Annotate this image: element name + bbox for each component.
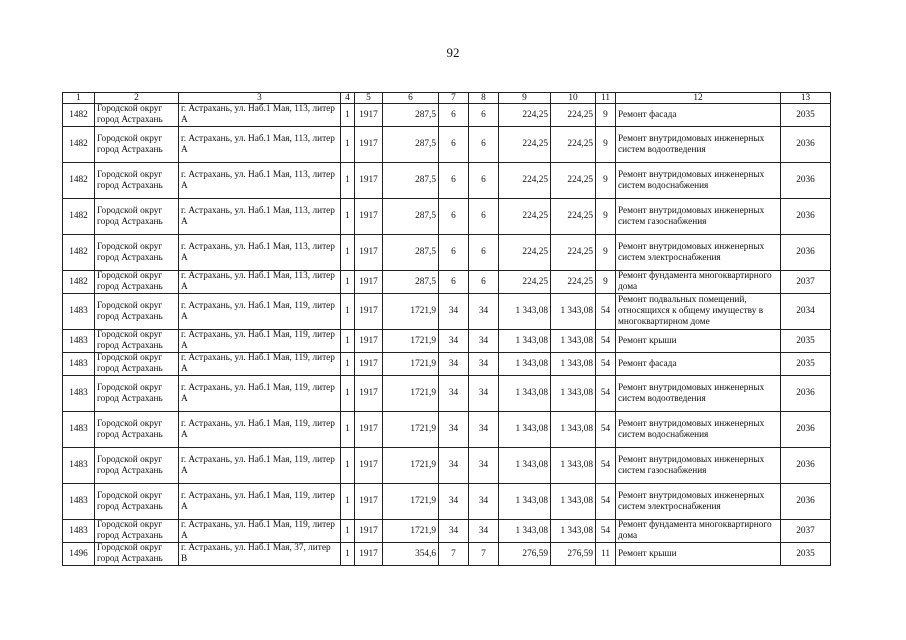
table-row [63, 199, 831, 235]
cell-planned-year: 2036 [781, 163, 831, 199]
cell-apartments-residential: 34 [469, 353, 499, 376]
cell-municipality: Городской округ город Астрахань [95, 412, 179, 448]
cell-municipality: Городской округ город Астрахань [95, 376, 179, 412]
cell-work-type: Ремонт внутридомовых инженерных систем электроснабжения [616, 484, 781, 520]
cell-living-area: 1 343,08 [499, 330, 551, 353]
table-row [63, 353, 831, 376]
table-row [63, 271, 831, 294]
table-row [63, 330, 831, 353]
cell-municipality: Городской округ город Астрахань [95, 543, 179, 566]
cell-living-area: 1 343,08 [499, 520, 551, 543]
cell-apartments-total: 34 [439, 353, 469, 376]
cell-object-number: 1496 [63, 543, 95, 566]
cell-address: г. Астрахань, ул. Наб.1 Мая, 113, литер А [179, 199, 341, 235]
cell-living-area: 1 343,08 [499, 294, 551, 330]
cell-residents-count: 54 [596, 294, 616, 330]
cell-total-area: 287,5 [383, 127, 439, 163]
cell-work-type: Ремонт внутридомовых инженерных систем электроснабжения [616, 235, 781, 271]
cell-building-count: 1 [341, 235, 355, 271]
cell-owned-area: 1 343,08 [551, 412, 596, 448]
cell-municipality: Городской округ город Астрахань [95, 235, 179, 271]
cell-address: г. Астрахань, ул. Наб.1 Мая, 119, литер А [179, 376, 341, 412]
column-header: 9 [499, 93, 551, 104]
cell-total-area: 1721,9 [383, 376, 439, 412]
cell-work-type: Ремонт фундамента многоквартирного дома [616, 271, 781, 294]
cell-municipality: Городской округ город Астрахань [95, 448, 179, 484]
cell-planned-year: 2035 [781, 330, 831, 353]
cell-owned-area: 276,59 [551, 543, 596, 566]
cell-object-number: 1482 [63, 127, 95, 163]
cell-work-type: Ремонт внутридомовых инженерных систем газоснабжения [616, 199, 781, 235]
cell-residents-count: 54 [596, 376, 616, 412]
table-row [63, 127, 831, 163]
cell-apartments-residential: 6 [469, 271, 499, 294]
cell-building-count: 1 [341, 330, 355, 353]
cell-address: г. Астрахань, ул. Наб.1 Мая, 119, литер А [179, 353, 341, 376]
cell-address: г. Астрахань, ул. Наб.1 Мая, 113, литер А [179, 163, 341, 199]
cell-work-type: Ремонт внутридомовых инженерных систем газоснабжения [616, 448, 781, 484]
cell-apartments-total: 34 [439, 448, 469, 484]
cell-planned-year: 2036 [781, 235, 831, 271]
cell-apartments-total: 6 [439, 235, 469, 271]
cell-owned-area: 224,25 [551, 199, 596, 235]
cell-build-year: 1917 [355, 271, 383, 294]
cell-total-area: 354,6 [383, 543, 439, 566]
cell-object-number: 1483 [63, 412, 95, 448]
cell-living-area: 1 343,08 [499, 376, 551, 412]
cell-living-area: 224,25 [499, 271, 551, 294]
cell-apartments-residential: 6 [469, 235, 499, 271]
cell-building-count: 1 [341, 271, 355, 294]
cell-municipality: Городской округ город Астрахань [95, 330, 179, 353]
cell-residents-count: 54 [596, 353, 616, 376]
cell-living-area: 1 343,08 [499, 353, 551, 376]
cell-work-type: Ремонт внутридомовых инженерных систем водоснабжения [616, 163, 781, 199]
cell-total-area: 1721,9 [383, 353, 439, 376]
table-row [63, 163, 831, 199]
cell-address: г. Астрахань, ул. Наб.1 Мая, 113, литер А [179, 235, 341, 271]
table-row [63, 376, 831, 412]
cell-residents-count: 11 [596, 543, 616, 566]
cell-work-type: Ремонт крыши [616, 330, 781, 353]
cell-total-area: 287,5 [383, 271, 439, 294]
column-header: 1 [63, 93, 95, 104]
cell-planned-year: 2036 [781, 199, 831, 235]
cell-owned-area: 224,25 [551, 163, 596, 199]
cell-apartments-residential: 34 [469, 330, 499, 353]
cell-address: г. Астрахань, ул. Наб.1 Мая, 119, литер А [179, 448, 341, 484]
cell-building-count: 1 [341, 520, 355, 543]
cell-residents-count: 54 [596, 448, 616, 484]
cell-object-number: 1482 [63, 104, 95, 127]
cell-living-area: 224,25 [499, 127, 551, 163]
cell-build-year: 1917 [355, 353, 383, 376]
cell-build-year: 1917 [355, 104, 383, 127]
cell-object-number: 1482 [63, 199, 95, 235]
cell-living-area: 1 343,08 [499, 484, 551, 520]
cell-build-year: 1917 [355, 235, 383, 271]
cell-object-number: 1483 [63, 353, 95, 376]
cell-building-count: 1 [341, 199, 355, 235]
cell-address: г. Астрахань, ул. Наб.1 Мая, 113, литер А [179, 127, 341, 163]
cell-apartments-residential: 7 [469, 543, 499, 566]
cell-total-area: 287,5 [383, 235, 439, 271]
column-header: 2 [95, 93, 179, 104]
cell-planned-year: 2035 [781, 543, 831, 566]
cell-build-year: 1917 [355, 163, 383, 199]
cell-apartments-total: 34 [439, 294, 469, 330]
cell-apartments-residential: 6 [469, 127, 499, 163]
cell-municipality: Городской округ город Астрахань [95, 520, 179, 543]
cell-residents-count: 54 [596, 330, 616, 353]
table-row [63, 104, 831, 127]
cell-owned-area: 224,25 [551, 127, 596, 163]
table-row [63, 448, 831, 484]
cell-planned-year: 2037 [781, 520, 831, 543]
cell-build-year: 1917 [355, 412, 383, 448]
cell-object-number: 1482 [63, 235, 95, 271]
cell-address: г. Астрахань, ул. Наб.1 Мая, 119, литер А [179, 520, 341, 543]
cell-residents-count: 9 [596, 104, 616, 127]
cell-building-count: 1 [341, 163, 355, 199]
cell-build-year: 1917 [355, 448, 383, 484]
cell-living-area: 224,25 [499, 104, 551, 127]
column-number-row [63, 93, 831, 104]
cell-total-area: 1721,9 [383, 484, 439, 520]
cell-work-type: Ремонт внутридомовых инженерных систем водоотведения [616, 376, 781, 412]
cell-apartments-total: 6 [439, 104, 469, 127]
cell-work-type: Ремонт подвальных помещений, относящихся к общему имуществу в многоквартирном доме [616, 294, 781, 330]
cell-building-count: 1 [341, 353, 355, 376]
cell-owned-area: 1 343,08 [551, 294, 596, 330]
cell-apartments-total: 6 [439, 163, 469, 199]
cell-owned-area: 224,25 [551, 271, 596, 294]
cell-total-area: 1721,9 [383, 448, 439, 484]
cell-owned-area: 1 343,08 [551, 376, 596, 412]
cell-apartments-residential: 34 [469, 484, 499, 520]
cell-address: г. Астрахань, ул. Наб.1 Мая, 119, литер А [179, 294, 341, 330]
cell-building-count: 1 [341, 484, 355, 520]
cell-build-year: 1917 [355, 330, 383, 353]
cell-planned-year: 2034 [781, 294, 831, 330]
cell-planned-year: 2036 [781, 376, 831, 412]
cell-build-year: 1917 [355, 294, 383, 330]
cell-building-count: 1 [341, 448, 355, 484]
column-header: 5 [355, 93, 383, 104]
cell-apartments-residential: 6 [469, 104, 499, 127]
cell-work-type: Ремонт фасада [616, 353, 781, 376]
cell-apartments-total: 34 [439, 376, 469, 412]
cell-object-number: 1483 [63, 448, 95, 484]
column-header: 4 [341, 93, 355, 104]
cell-address: г. Астрахань, ул. Наб.1 Мая, 119, литер А [179, 484, 341, 520]
cell-object-number: 1482 [63, 271, 95, 294]
cell-apartments-total: 34 [439, 412, 469, 448]
cell-municipality: Городской округ город Астрахань [95, 104, 179, 127]
cell-residents-count: 9 [596, 127, 616, 163]
cell-municipality: Городской округ город Астрахань [95, 127, 179, 163]
cell-planned-year: 2037 [781, 271, 831, 294]
cell-total-area: 1721,9 [383, 294, 439, 330]
cell-apartments-residential: 6 [469, 199, 499, 235]
cell-municipality: Городской округ город Астрахань [95, 353, 179, 376]
cell-planned-year: 2036 [781, 448, 831, 484]
cell-planned-year: 2036 [781, 484, 831, 520]
cell-living-area: 224,25 [499, 199, 551, 235]
cell-build-year: 1917 [355, 543, 383, 566]
cell-apartments-total: 6 [439, 127, 469, 163]
cell-address: г. Астрахань, ул. Наб.1 Мая, 113, литер А [179, 104, 341, 127]
cell-building-count: 1 [341, 104, 355, 127]
cell-residents-count: 54 [596, 520, 616, 543]
table-row [63, 412, 831, 448]
cell-owned-area: 1 343,08 [551, 520, 596, 543]
cell-object-number: 1483 [63, 330, 95, 353]
cell-owned-area: 224,25 [551, 104, 596, 127]
table-row [63, 484, 831, 520]
cell-build-year: 1917 [355, 520, 383, 543]
column-header: 12 [616, 93, 781, 104]
cell-residents-count: 9 [596, 271, 616, 294]
repair-schedule-table [62, 92, 831, 566]
cell-build-year: 1917 [355, 199, 383, 235]
column-header: 6 [383, 93, 439, 104]
cell-apartments-total: 34 [439, 330, 469, 353]
cell-address: г. Астрахань, ул. Наб.1 Мая, 119, литер А [179, 330, 341, 353]
cell-apartments-total: 6 [439, 199, 469, 235]
cell-apartments-residential: 34 [469, 294, 499, 330]
table-row [63, 543, 831, 566]
cell-apartments-residential: 6 [469, 163, 499, 199]
cell-build-year: 1917 [355, 127, 383, 163]
cell-living-area: 224,25 [499, 163, 551, 199]
cell-apartments-total: 7 [439, 543, 469, 566]
cell-apartments-total: 6 [439, 271, 469, 294]
cell-total-area: 287,5 [383, 163, 439, 199]
cell-municipality: Городской округ город Астрахань [95, 199, 179, 235]
cell-object-number: 1482 [63, 163, 95, 199]
column-header: 7 [439, 93, 469, 104]
cell-build-year: 1917 [355, 484, 383, 520]
cell-planned-year: 2036 [781, 412, 831, 448]
table-body [63, 93, 831, 566]
cell-municipality: Городской округ город Астрахань [95, 484, 179, 520]
cell-total-area: 1721,9 [383, 330, 439, 353]
cell-building-count: 1 [341, 376, 355, 412]
cell-apartments-residential: 34 [469, 448, 499, 484]
cell-work-type: Ремонт фасада [616, 104, 781, 127]
cell-address: г. Астрахань, ул. Наб.1 Мая, 119, литер А [179, 412, 341, 448]
cell-apartments-total: 34 [439, 484, 469, 520]
cell-apartments-residential: 34 [469, 520, 499, 543]
cell-owned-area: 224,25 [551, 235, 596, 271]
cell-residents-count: 54 [596, 412, 616, 448]
cell-address: г. Астрахань, ул. Наб.1 Мая, 113, литер А [179, 271, 341, 294]
column-header: 8 [469, 93, 499, 104]
cell-total-area: 1721,9 [383, 520, 439, 543]
cell-apartments-residential: 34 [469, 412, 499, 448]
cell-build-year: 1917 [355, 376, 383, 412]
cell-work-type: Ремонт крыши [616, 543, 781, 566]
cell-building-count: 1 [341, 412, 355, 448]
cell-residents-count: 9 [596, 163, 616, 199]
cell-planned-year: 2036 [781, 127, 831, 163]
cell-living-area: 1 343,08 [499, 412, 551, 448]
cell-object-number: 1483 [63, 376, 95, 412]
cell-owned-area: 1 343,08 [551, 330, 596, 353]
cell-total-area: 1721,9 [383, 412, 439, 448]
column-header: 11 [596, 93, 616, 104]
cell-residents-count: 54 [596, 484, 616, 520]
cell-living-area: 224,25 [499, 235, 551, 271]
cell-owned-area: 1 343,08 [551, 448, 596, 484]
cell-residents-count: 9 [596, 235, 616, 271]
cell-work-type: Ремонт фундамента многоквартирного дома [616, 520, 781, 543]
cell-planned-year: 2035 [781, 104, 831, 127]
cell-apartments-residential: 34 [469, 376, 499, 412]
cell-owned-area: 1 343,08 [551, 484, 596, 520]
cell-total-area: 287,5 [383, 104, 439, 127]
table-row [63, 235, 831, 271]
table-row [63, 294, 831, 330]
cell-building-count: 1 [341, 543, 355, 566]
cell-building-count: 1 [341, 294, 355, 330]
cell-living-area: 276,59 [499, 543, 551, 566]
table-row [63, 520, 831, 543]
cell-total-area: 287,5 [383, 199, 439, 235]
cell-residents-count: 9 [596, 199, 616, 235]
cell-living-area: 1 343,08 [499, 448, 551, 484]
cell-work-type: Ремонт внутридомовых инженерных систем водоотведения [616, 127, 781, 163]
cell-building-count: 1 [341, 127, 355, 163]
column-header: 10 [551, 93, 596, 104]
page-number: 92 [446, 45, 460, 60]
cell-object-number: 1483 [63, 520, 95, 543]
cell-object-number: 1483 [63, 294, 95, 330]
cell-municipality: Городской округ город Астрахань [95, 294, 179, 330]
cell-planned-year: 2035 [781, 353, 831, 376]
cell-address: г. Астрахань, ул. Наб.1 Мая, 37, литер В [179, 543, 341, 566]
column-header: 3 [179, 93, 341, 104]
cell-apartments-total: 34 [439, 520, 469, 543]
cell-municipality: Городской округ город Астрахань [95, 271, 179, 294]
cell-municipality: Городской округ город Астрахань [95, 163, 179, 199]
cell-object-number: 1483 [63, 484, 95, 520]
cell-work-type: Ремонт внутридомовых инженерных систем водоснабжения [616, 412, 781, 448]
column-header: 13 [781, 93, 831, 104]
cell-owned-area: 1 343,08 [551, 353, 596, 376]
